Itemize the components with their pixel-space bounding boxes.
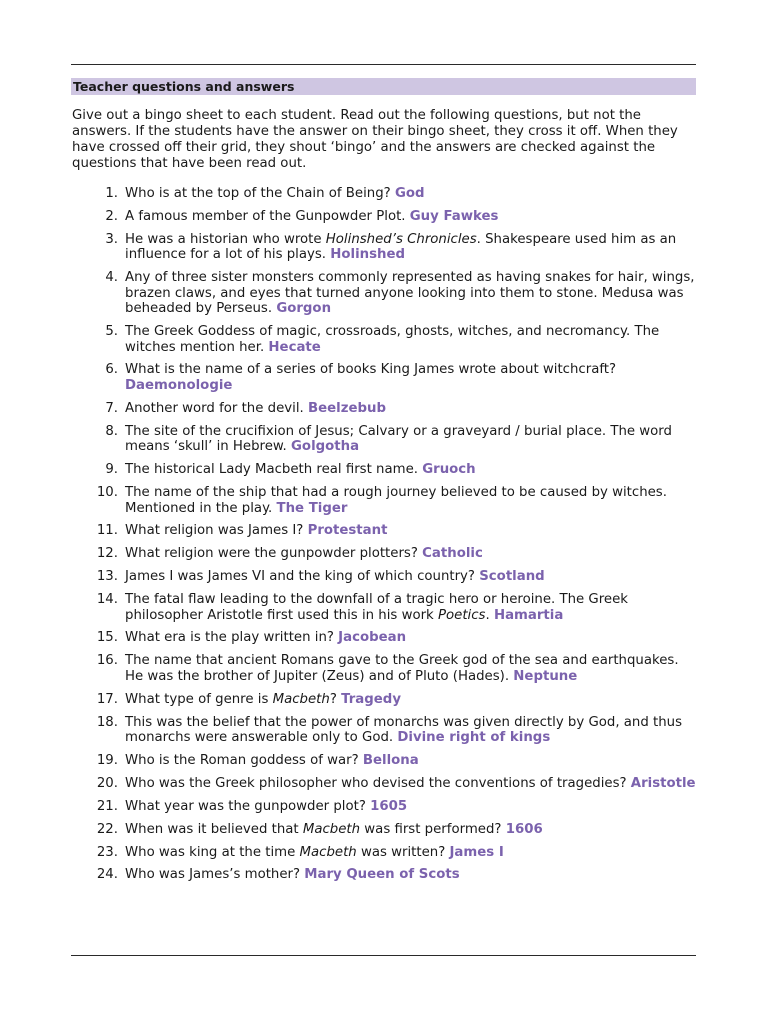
- question-number: 21.: [96, 798, 118, 814]
- question-number: 19.: [96, 753, 118, 769]
- question-text: [125, 485, 698, 516]
- question-text-part: What is the name of a series of books King James wrote about witchcraft?: [125, 362, 617, 378]
- question-text: [125, 822, 698, 838]
- question-number: 17.: [96, 691, 118, 707]
- question-item: [72, 546, 698, 562]
- question-number: 8.: [105, 423, 118, 439]
- question-text: [125, 401, 698, 417]
- question-number: 14.: [96, 592, 118, 608]
- question-title-italic: Macbeth: [299, 844, 357, 860]
- question-number: 10.: [96, 485, 118, 501]
- question-text-part: What religion was James I?: [125, 523, 308, 539]
- question-text: [125, 692, 698, 708]
- question-number: 2.: [105, 208, 118, 224]
- question-text-part: The name that ancient Romans gave to the Greek god of the sea and earthquakes. He was the brother of Jupiter (Zeus) and of Pluto (Hades).: [125, 653, 679, 684]
- answer-text: 1606: [505, 821, 543, 837]
- answer-text: Catholic: [422, 546, 483, 562]
- question-number: 13.: [96, 569, 118, 585]
- question-number: 1.: [105, 186, 118, 201]
- question-item: [72, 822, 698, 838]
- question-text: [125, 867, 698, 883]
- section-heading: Teacher questions and answers: [73, 79, 295, 94]
- question-text-part: Who was king at the time: [125, 844, 300, 860]
- question-text: [125, 546, 698, 562]
- question-text: [125, 462, 698, 478]
- question-list: [72, 186, 698, 890]
- question-text-part: was written?: [356, 844, 450, 860]
- question-text: [125, 232, 698, 263]
- question-title-italic: Holinshed’s Chronicles: [325, 231, 477, 247]
- question-text-part: The fatal flaw leading to the downfall of a tragic hero or heroine. The Greek philosopher Aristotle first used this in his work: [125, 592, 628, 623]
- question-text-part: Who is at the top of the Chain of Being?: [125, 186, 395, 201]
- question-text: [125, 592, 698, 623]
- question-item: [72, 799, 698, 815]
- question-text-part: .: [485, 607, 494, 623]
- question-item: [72, 867, 698, 883]
- question-item: [72, 630, 698, 646]
- question-text: [125, 845, 698, 861]
- answer-text: 1605: [370, 798, 408, 814]
- question-text-part: The name of the ship that had a rough journey believed to be caused by witches. Mentioned in the play.: [125, 485, 667, 516]
- question-text-part: Who was James’s mother?: [125, 867, 305, 883]
- question-number: 12.: [96, 546, 118, 562]
- question-text-part: This was the belief that the power of monarchs was given directly by God, and thus monarchs were answerable only to God.: [125, 714, 683, 746]
- answer-text: The Tiger: [276, 500, 348, 516]
- question-item: [72, 569, 698, 585]
- question-item: [72, 776, 698, 792]
- question-number: 5.: [105, 324, 118, 340]
- question-item: [72, 845, 698, 861]
- question-text: [125, 653, 698, 684]
- question-text: [125, 630, 698, 646]
- question-item: [72, 485, 698, 516]
- question-text-part: ?: [329, 691, 342, 707]
- question-text: [125, 569, 698, 585]
- answer-text: Neptune: [513, 668, 578, 684]
- question-text-part: What era is the play written in?: [125, 630, 339, 646]
- answer-text: Gruoch: [422, 462, 476, 478]
- question-item: [72, 592, 698, 623]
- question-item: [72, 324, 698, 355]
- question-number: 23.: [96, 844, 118, 860]
- question-text: [125, 424, 698, 455]
- question-title-italic: Macbeth: [302, 821, 361, 837]
- answer-text: Jacobean: [338, 630, 407, 646]
- question-text-part: What religion were the gunpowder plotters?: [125, 546, 423, 562]
- question-text: [125, 324, 698, 355]
- question-item: [72, 715, 698, 746]
- answer-text: Hecate: [268, 339, 321, 355]
- question-text-part: Who is the Roman goddess of war?: [125, 753, 363, 769]
- answer-text: Bellona: [362, 753, 419, 769]
- question-text-part: was first performed?: [360, 821, 506, 837]
- question-text-part: Any of three sister monsters commonly represented as having snakes for hair, wings, brazen claws, and eyes that turned anyone looking into them to stone. Medusa was beheaded by Perseus.: [125, 270, 695, 317]
- question-number: 24.: [96, 867, 118, 883]
- question-number: 22.: [96, 821, 118, 837]
- question-text: [125, 270, 698, 317]
- question-number: 7.: [105, 400, 118, 416]
- question-text-part: When was it believed that: [125, 821, 303, 837]
- question-item: [72, 424, 698, 455]
- answer-text: Mary Queen of Scots: [304, 867, 460, 883]
- question-text-part: The historical Lady Macbeth real first name.: [125, 462, 423, 478]
- question-text-part: The Greek Goddess of magic, crossroads, ghosts, witches, and necromancy. The witches mention her.: [125, 324, 660, 355]
- answer-text: Divine right of kings: [397, 730, 551, 746]
- answer-text: Tragedy: [341, 691, 401, 707]
- answer-text: Golgotha: [291, 439, 360, 455]
- question-title-italic: Poetics: [437, 607, 486, 623]
- bottom-rule: [71, 955, 696, 956]
- answer-text: Scotland: [479, 569, 545, 585]
- question-text: [125, 776, 698, 792]
- question-text-part: He was a historian who wrote: [125, 231, 326, 247]
- question-item: [72, 753, 698, 769]
- question-item: [72, 186, 698, 202]
- answer-text: Holinshed: [330, 247, 406, 263]
- intro-paragraph: Give out a bingo sheet to each student. Read out the following questions, but not the answers. If the students have the answer on their bingo sheet, they cross it off. When they have crossed off their grid, they shout ‘bingo’ and the answers are checked against the questions that have been read out.: [72, 108, 678, 172]
- question-text: [125, 523, 698, 539]
- answer-text: God: [394, 186, 425, 201]
- question-text-part: What type of genre is: [125, 691, 273, 707]
- question-title-italic: Macbeth: [272, 691, 330, 707]
- question-item: [72, 692, 698, 708]
- question-number: 16.: [96, 653, 118, 669]
- question-text-part: Who was the Greek philosopher who devised the conventions of tragedies?: [125, 775, 631, 791]
- question-number: 15.: [96, 630, 118, 646]
- question-text-part: A famous member of the Gunpowder Plot.: [125, 208, 410, 224]
- question-text-part: . Shakespeare used him as an influence for a lot of his plays.: [125, 231, 677, 263]
- answer-text: James I: [449, 844, 504, 860]
- question-number: 9.: [105, 462, 118, 478]
- question-text-part: Another word for the devil.: [125, 400, 308, 416]
- answer-text: Aristotle: [630, 775, 696, 791]
- question-text-part: James I was James VI and the king of which country?: [125, 569, 480, 585]
- question-item: [72, 401, 698, 417]
- question-item: [72, 523, 698, 539]
- answer-text: Protestant: [307, 523, 388, 539]
- question-item: [72, 653, 698, 684]
- question-item: [72, 232, 698, 263]
- question-text-part: What year was the gunpowder plot?: [125, 798, 371, 814]
- question-text-part: The site of the crucifixion of Jesus; Calvary or a graveyard / burial place. The word means ‘skull’ in Hebrew.: [125, 423, 672, 455]
- answer-text: Guy Fawkes: [409, 208, 499, 224]
- question-text: [125, 799, 698, 815]
- answer-text: Daemonologie: [125, 377, 233, 393]
- question-number: 18.: [96, 714, 118, 730]
- question-item: [72, 209, 698, 225]
- question-number: 6.: [105, 362, 118, 378]
- question-item: [72, 362, 698, 393]
- question-number: 3.: [105, 231, 118, 247]
- question-text: [125, 715, 698, 746]
- question-item: [72, 462, 698, 478]
- question-number: 4.: [105, 270, 118, 286]
- question-text: [125, 362, 698, 393]
- question-number: 20.: [96, 775, 118, 791]
- question-item: [72, 270, 698, 317]
- question-number: 11.: [96, 523, 118, 539]
- answer-text: Hamartia: [493, 607, 564, 623]
- answer-text: Beelzebub: [307, 400, 386, 416]
- section-heading-bar: [71, 78, 696, 95]
- question-text: [125, 753, 698, 769]
- question-text: [125, 186, 698, 202]
- answer-text: Gorgon: [276, 301, 332, 317]
- top-rule: [71, 64, 696, 65]
- question-text: [125, 209, 698, 225]
